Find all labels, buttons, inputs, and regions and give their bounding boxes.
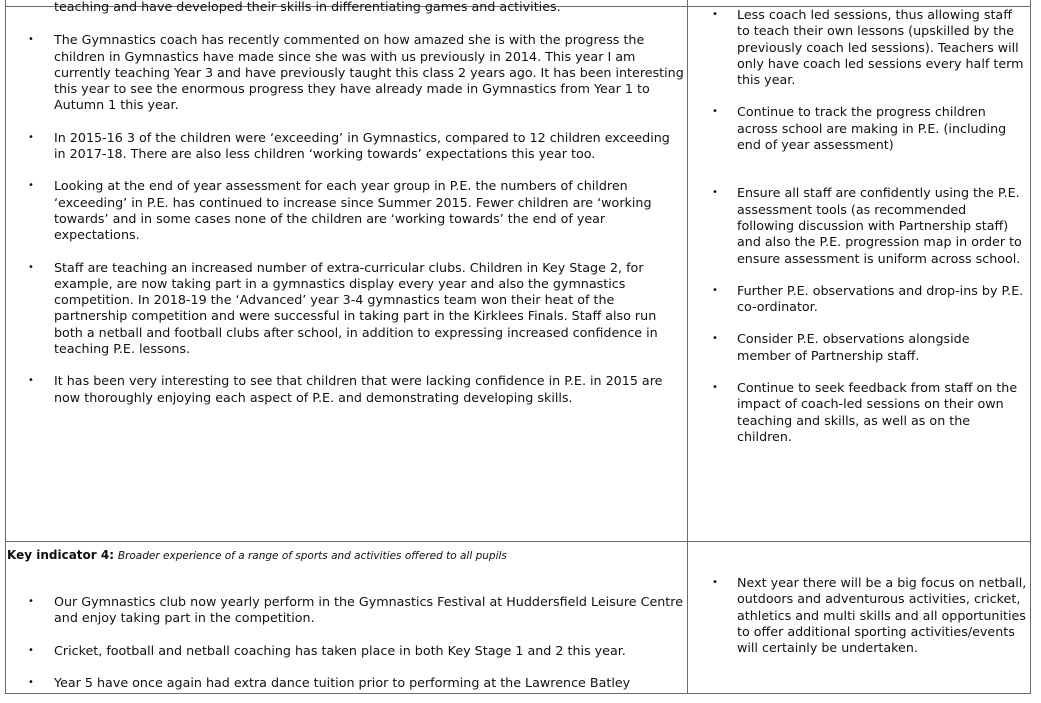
key-indicator-cell [6, 542, 686, 693]
impact-list [6, 32, 686, 406]
bullet-icon: • [28, 180, 34, 192]
list-item [6, 178, 686, 243]
bullet-icon: • [28, 676, 34, 688]
list-item [6, 643, 686, 659]
bullet-icon: • [28, 261, 34, 273]
impact-cell [6, 0, 686, 541]
bullet-icon: • [28, 375, 34, 387]
list-item-text: Year 5 have once again had extra dance tuition prior to performing at the Lawrence Batley [54, 674, 631, 690]
bullet-icon: • [712, 333, 718, 345]
continued-text: teaching and have developed their skills in differentiating games and activities. [54, 0, 561, 14]
list-item [6, 130, 686, 163]
list-item-text: Our Gymnastics club now yearly perform in the Gymnastics Festival at Huddersfield Leisure Centre and enjoy taking part in the competition. [54, 594, 684, 626]
list-item [688, 104, 1030, 153]
list-item [688, 575, 1030, 656]
bullet-icon: • [28, 596, 34, 607]
list-item-text: The Gymnastics coach has recently commented on how amazed she is with the progress the children in Gymnastics have made since she was with us previously in 2014. This year I am currently teaching Year 3 and have previously taught this class 2 years ago. It has been interesting this year to see the enormous progress they have already made in Gymnastics from Year 1 to Autumn 1 this year. [54, 32, 684, 113]
bullet-icon: • [712, 106, 718, 118]
list-item-text: Consider P.E. observations alongside member of Partnership staff. [737, 331, 970, 363]
list-item-text: Further P.E. observations and drop-ins by P.E. co-ordinator. [737, 282, 1024, 315]
key-indicator-next-steps-list [688, 575, 1030, 656]
list-item-text: Looking at the end of year assessment for each year group in P.E. the numbers of children ‘exceeding’ in P.E. has continued to increase since Summer 2015. Fewer children are ‘working towards’ and in some cases none of the children are ‘working towards’ the end of year expectations. [54, 178, 652, 243]
key-indicator-label: Key indicator 4: [7, 548, 115, 562]
list-item [688, 331, 1030, 364]
next-steps-list [688, 7, 1030, 445]
list-item-text: Next year there will be a big focus on netball, outdoors and adventurous activities, cricket, athletics and multi skills and all opportunities to offer additional sporting activities/events will certainly be undertaken. [737, 575, 1027, 656]
list-item-text: Ensure all staff are confidently using the P.E. assessment tools (as recommended following discussion with Partnership staff) and also the P.E. progression map in order to ensure assessment is uniform across school. [737, 185, 1022, 266]
bullet-icon: • [28, 131, 34, 143]
key-indicator-list [6, 594, 686, 691]
bullet-icon: • [712, 9, 718, 20]
list-item [6, 373, 686, 406]
list-item-text: Cricket, football and netball coaching has taken place in both Key Stage 1 and 2 this year. [54, 642, 626, 658]
list-item-text: In 2015-16 3 of the children were ‘exceeding’ in Gymnastics, compared to 12 children exceeding in 2017-18. There are also less children ‘working towards’ expectations this year too. [54, 129, 670, 162]
key-indicator-next-steps-cell [688, 542, 1030, 693]
bullet-icon: • [712, 382, 718, 394]
list-item [688, 380, 1030, 445]
list-item [6, 675, 686, 691]
bullet-icon: • [28, 644, 34, 656]
bullet-icon: • [712, 284, 718, 296]
key-indicator-heading [7, 547, 686, 564]
list-item [688, 185, 1030, 266]
list-item [688, 7, 1030, 88]
list-item [688, 283, 1030, 316]
table-border-bottom [5, 693, 1031, 694]
table-border-right [1030, 0, 1031, 694]
list-item-text: It has been very interesting to see that children that were lacking confidence in P.E. in 2015 are now thoroughly enjoying each aspect of P.E. and demonstrating developing skills. [54, 373, 663, 405]
list-item-text: Continue to track the progress children across school are making in P.E. (including end of year assessment) [737, 104, 1007, 153]
bullet-icon: • [28, 34, 34, 46]
bullet-icon: • [712, 187, 718, 199]
list-item [6, 32, 686, 113]
list-item-text: Continue to seek feedback from staff on the impact of coach-led sessions on their own teaching and skills, as well as on the children. [737, 380, 1018, 444]
list-item-text: Staff are teaching an increased number of extra-curricular clubs. Children in Key Stage 2, for example, are now taking part in a gymnastics display every year and also the gymnastics competition. In 2018-19 the ‘Advanced’ year 3-4 gymnastics team won their heat of the partnership competition and were successful in taking part in the Kirklees Finals. Staff also run both a netball and football clubs after school, in addition to expressing increased confidence in teaching P.E. lessons. [54, 259, 658, 357]
list-item-text: Less coach led sessions, thus allowing staff to teach their own lessons (upskilled by the previously coach led sessions). Teachers will only have coach led sessions every half term this year. [737, 7, 1024, 88]
key-indicator-description: Broader experience of a range of sports and activities offered to all pupils [117, 550, 507, 562]
bullet-icon: • [712, 577, 718, 588]
list-item [6, 260, 686, 358]
list-item [6, 594, 686, 627]
next-steps-cell [688, 7, 1030, 541]
